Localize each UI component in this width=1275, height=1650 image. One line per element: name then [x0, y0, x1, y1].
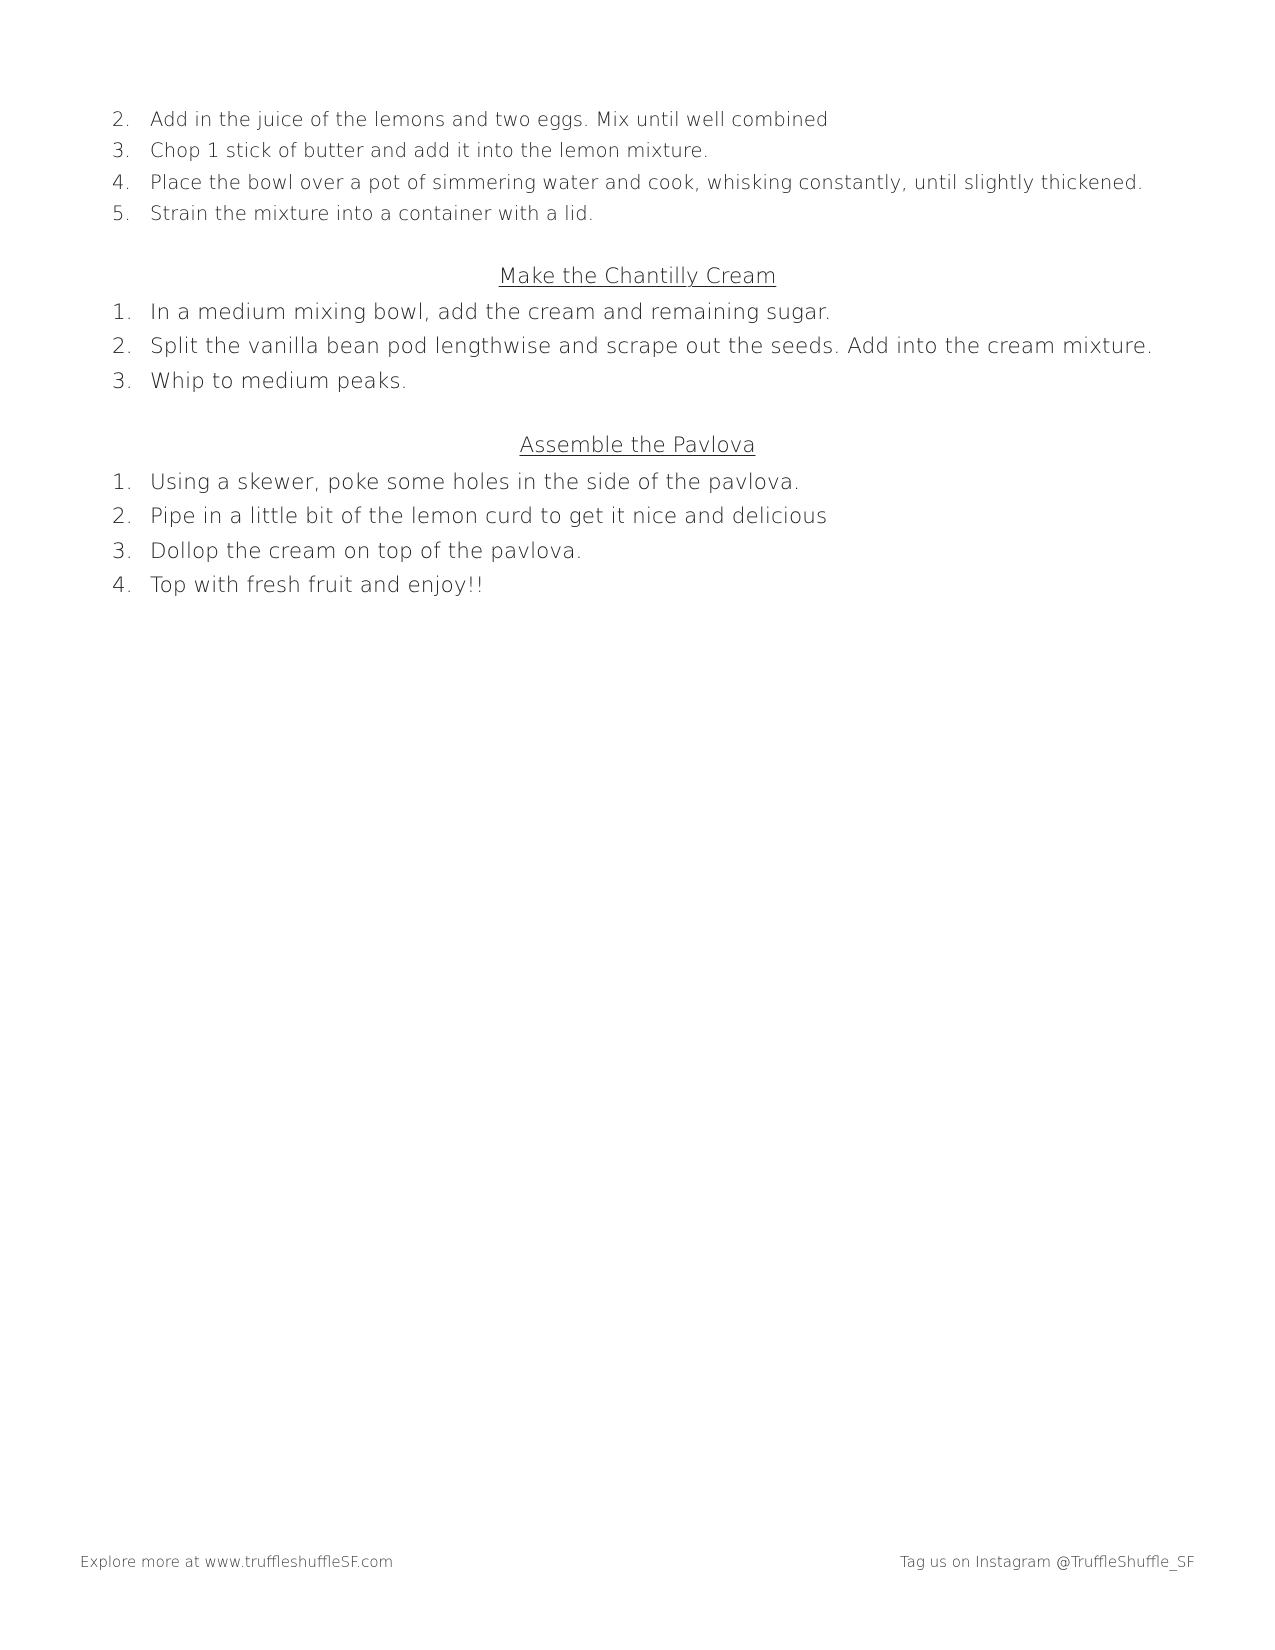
list-item	[112, 198, 1172, 229]
step-text: Whip to medium peaks.	[150, 368, 408, 394]
list-item	[112, 104, 1172, 135]
step-text: Using a skewer, poke some holes in the side of the pavlova.	[150, 470, 801, 495]
step-text: Add in the juice of the lemons and two eggs. Mix until well combined	[150, 108, 829, 131]
step-text: Pipe in a little bit of the lemon curd to get it nice and delicious	[150, 504, 828, 530]
step-text: Split the vanilla bean pod lengthwise and scrape out the seeds. Add into the cream mixture.	[150, 334, 1154, 360]
list-item	[112, 535, 1172, 569]
step-number: 3.	[112, 139, 131, 163]
step-text: Dollop the cream on top of the pavlova.	[150, 538, 583, 564]
step-text: In a medium mixing bowl, add the cream and remaining sugar.	[150, 300, 832, 325]
list-item	[112, 135, 1172, 166]
step-text: Strain the mixture into a container with a lid.	[150, 201, 595, 225]
step-number: 4.	[112, 572, 133, 598]
pavlova-section-heading: Assemble the Pavlova	[519, 433, 756, 458]
step-text: Top with fresh fruit and enjoy!!	[150, 572, 485, 598]
list-item	[112, 330, 1172, 364]
step-number: 3.	[112, 368, 133, 394]
step-number: 2.	[112, 334, 133, 360]
step-number: 3.	[112, 538, 133, 564]
step-number: 1.	[112, 470, 133, 495]
list-item	[112, 500, 1172, 534]
step-text: Chop 1 stick of butter and add it into the lemon mixture.	[150, 139, 709, 163]
step-number: 2.	[112, 504, 133, 530]
pavlova-steps-list	[112, 466, 1172, 603]
chantilly-steps-list	[112, 296, 1172, 399]
lemon-curd-steps-list	[112, 104, 1172, 229]
list-item	[112, 365, 1172, 399]
list-item	[112, 167, 1172, 198]
list-item	[112, 569, 1172, 603]
step-number: 5.	[112, 201, 131, 225]
list-item	[112, 296, 1172, 330]
step-number: 2.	[112, 108, 131, 131]
footer-website-text: Explore more at www.truffleshuffleSF.com	[80, 1553, 394, 1571]
step-text: Place the bowl over a pot of simmering water and cook, whisking constantly, until slightly thickened.	[150, 170, 1144, 194]
footer-instagram-text: Tag us on Instagram @TruffleShuffle_SF	[899, 1553, 1195, 1571]
list-item	[112, 466, 1172, 500]
step-number: 4.	[112, 170, 131, 194]
chantilly-section-heading: Make the Chantilly Cream	[498, 264, 777, 289]
step-number: 1.	[112, 300, 133, 325]
